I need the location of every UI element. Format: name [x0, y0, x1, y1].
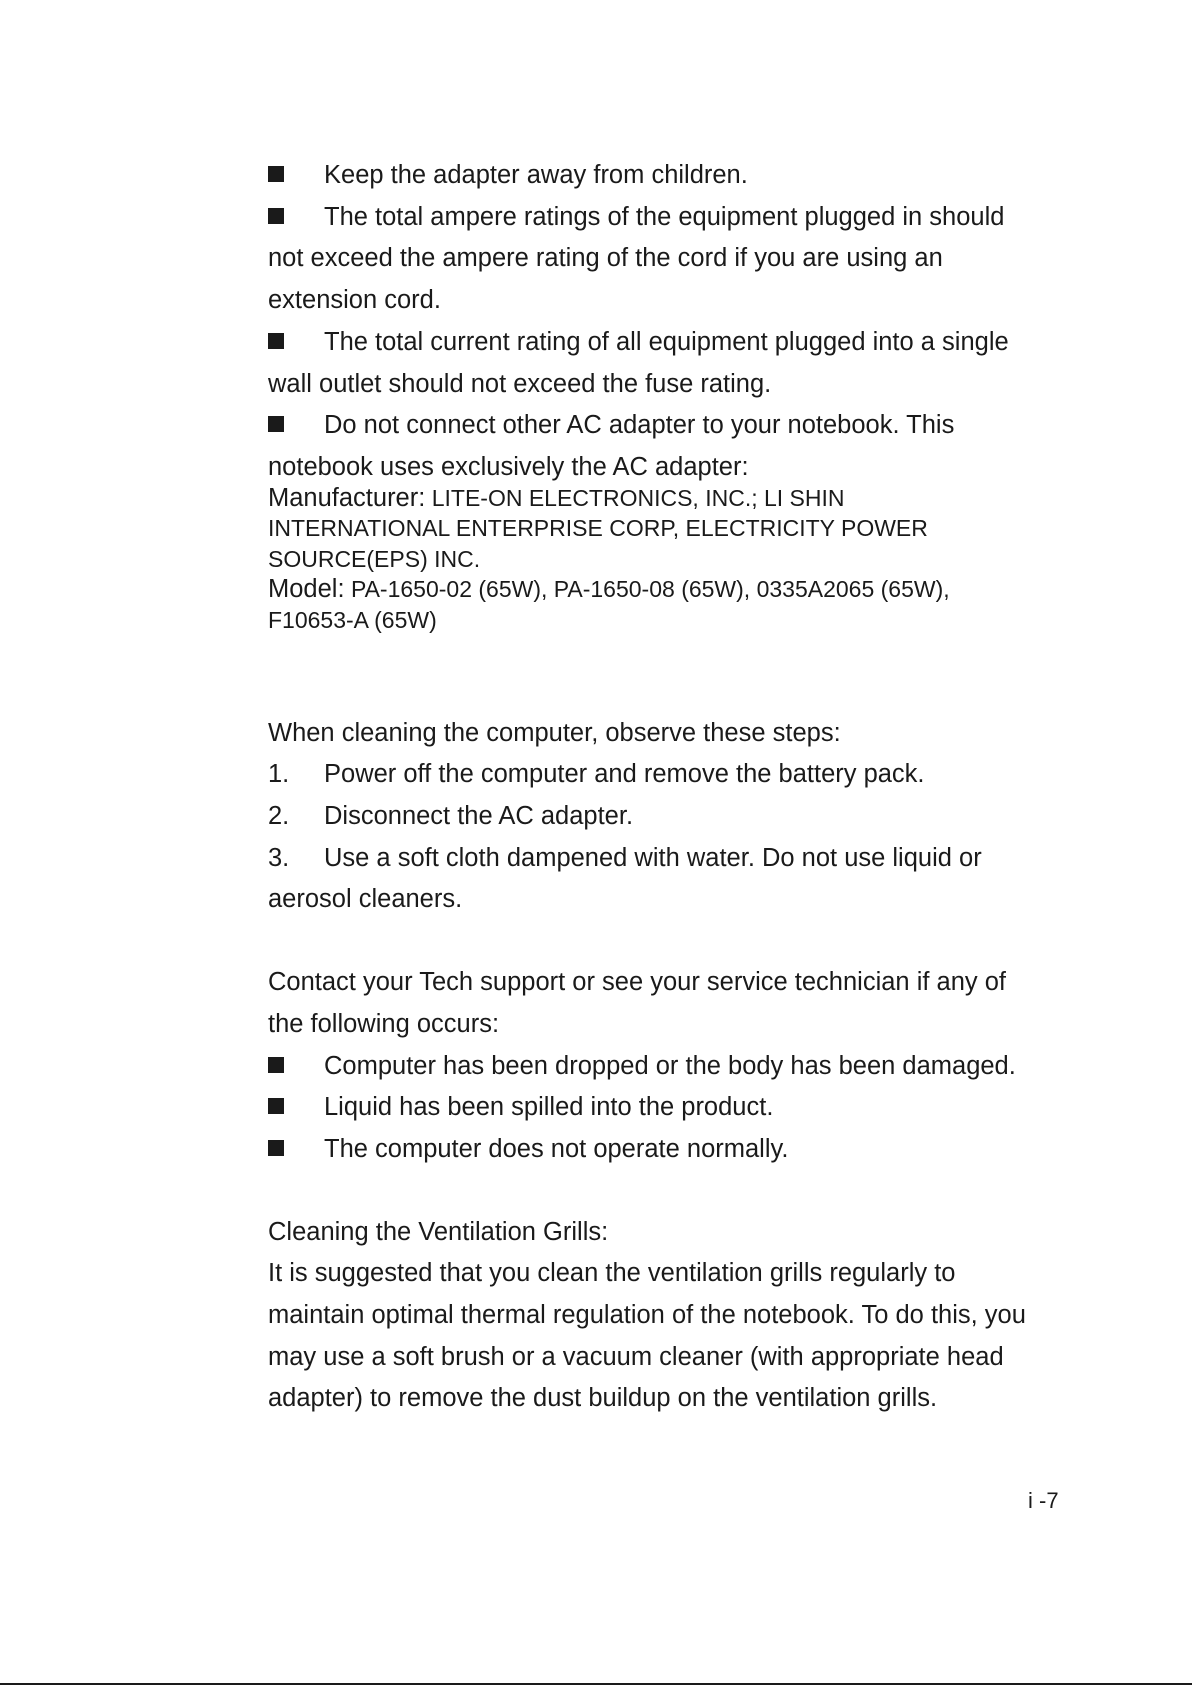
step-number: 1.: [268, 760, 290, 789]
support-intro: Contact your Tech support or see your service technician if any of: [268, 968, 1006, 997]
bullet-square-icon: [268, 405, 324, 447]
list-item: 2. Disconnect the AC adapter.: [268, 796, 1068, 838]
list-item: The computer does not operate normally.: [268, 1129, 1068, 1171]
step-number: 2.: [268, 802, 290, 830]
list-item: Liquid has been spilled into the product.: [268, 1087, 1068, 1129]
document-page: [268, 155, 1068, 1420]
list-item: Keep the adapter away from children.: [268, 155, 1068, 197]
bullet-square-icon: [268, 1129, 324, 1171]
bullet-square-icon: [268, 155, 324, 197]
bullet-square-icon: [268, 197, 324, 239]
step-number: 3.: [268, 843, 290, 872]
list-item: The total ampere ratings of the equipment plugged in should not exceed the ampere rating of the cord if you are using an extension cord.: [268, 197, 1068, 322]
list-item: Do not connect other AC adapter to your notebook. This notebook uses exclusively the AC adapter:: [268, 405, 1068, 488]
bullet-square-icon: [268, 322, 324, 364]
list-item: Computer has been dropped or the body has been damaged.: [268, 1046, 1068, 1088]
bullet-square-icon: [268, 1046, 324, 1088]
ventilation-section: Cleaning the Ventilation Grills: It is suggested that you clean the ventilation grills regularly to maintain optimal thermal regulation of the notebook. To do this, you may use a soft brush or a vacuum cleaner (with appropriate head adapter) to remove the dust buildup on the ventilation grills.: [268, 1212, 1068, 1421]
model-line: Model: PA-1650-02 (65W), PA-1650-08 (65W), 0335A2065 (65W),: [268, 575, 950, 604]
adapter-safety-list: [268, 155, 1068, 489]
cleaning-intro: When cleaning the computer, observe these steps:: [268, 718, 841, 747]
page-number: i -7: [1028, 1488, 1059, 1513]
list-item: 3. Use a soft cloth dampened with water. Do not use liquid or aerosol cleaners.: [268, 838, 1068, 921]
list-item: 1. Power off the computer and remove the battery pack.: [268, 754, 1068, 796]
support-section: Contact your Tech support or see your service technician if any of the following occurs: Computer has been dropped or the body has been damaged. Liquid has been spilled into the product. The computer does not operate normally.: [268, 962, 1068, 1171]
list-item: The total current rating of all equipment plugged into a single wall outlet should not exceed the fuse rating.: [268, 322, 1068, 405]
manufacturer-line: Manufacturer: LITE-ON ELECTRONICS, INC.; LI SHIN: [268, 483, 845, 512]
bullet-square-icon: [268, 1087, 324, 1129]
ventilation-heading: Cleaning the Ventilation Grills:: [268, 1217, 609, 1246]
cleaning-section: [268, 713, 1068, 922]
adapter-info: Manufacturer: LITE-ON ELECTRONICS, INC.; LI SHIN INTERNATIONAL ENTERPRISE CORP, ELECTRICITY POWER SOURCE(EPS) INC. Model: PA-1650-02 (65W), PA-1650-08 (65W), 0335A2065 (65W), F10653-A (65W): [268, 483, 1068, 636]
